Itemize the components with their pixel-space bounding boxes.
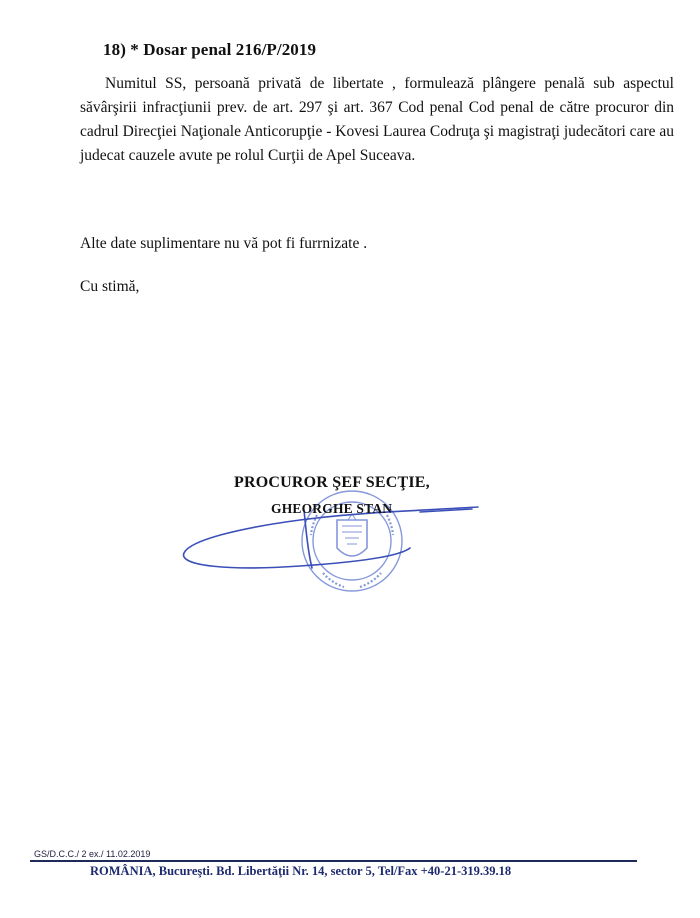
signatory-title: PROCUROR ŞEF SECŢIE, <box>234 474 430 491</box>
document-reference: GS/D.C.C./ 2 ex./ 11.02.2019 <box>34 849 151 859</box>
extra-info-line: Alte date suplimentare nu vă pot fi furrnizate . <box>80 235 368 252</box>
case-heading: 18) * Dosar penal 216/P/2019 <box>103 40 317 59</box>
footer-address: ROMÂNIA, Bucureşti. Bd. Libertăţii Nr. 14, sector 5, Tel/Fax +40-21-319.39.18 <box>90 864 512 878</box>
signatory-name: GHEORGHE STAN <box>271 501 393 516</box>
complaint-paragraph: Numitul SS, persoană privată de libertate , formulează plângere penală sub aspectul săvârşirii infracţiunii prev. de art. 297 şi art. 367 Cod penal Cod penal de către procuror din cadrul Direcţiei Naţionale Anticorupţie - Kovesi Laurea Codruţa şi magistraţi judecători care au judecat cauzele avute pe rolul Curţii de Apel Suceava. <box>80 75 674 164</box>
closing-line: Cu stimă, <box>80 278 140 295</box>
footer-divider <box>30 860 637 862</box>
